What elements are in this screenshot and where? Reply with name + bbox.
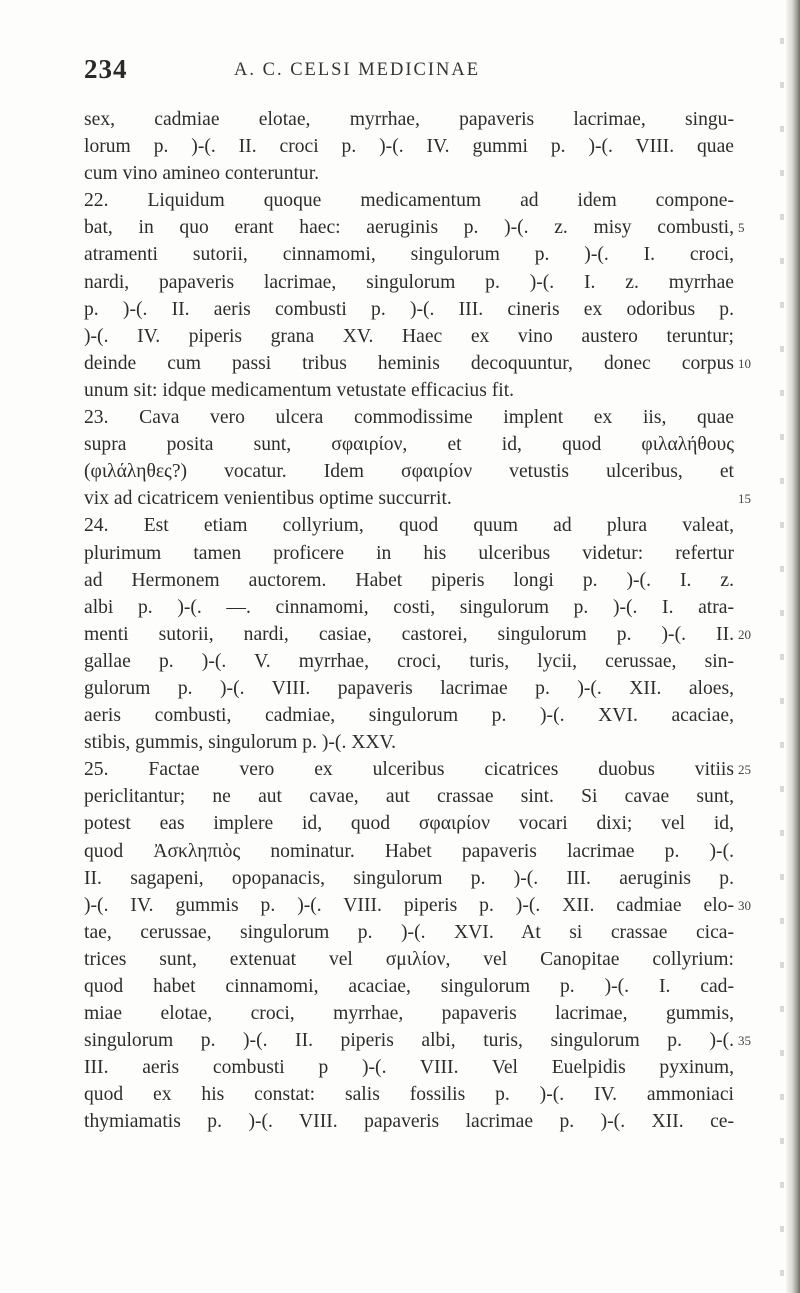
text-line: miae elotae, croci, myrrhae, papaveris lacrimae, gummis, — [84, 1003, 734, 1025]
margin-line-number: 15 — [738, 491, 751, 507]
page-number: 234 — [84, 54, 128, 84]
text-line: (φιλάληθες?) vocatur. Idem σφαιρίον vetustis ulceribus, et — [84, 461, 734, 483]
text-line: tae, cerussae, singulorum p. )-(. XVI. At si crassae cica- — [84, 921, 734, 943]
page-edge-marks — [780, 0, 784, 1293]
text-line: p. )-(. II. aeris combusti p. )-(. III. cineris ex odoribus p. — [84, 298, 734, 320]
text-line: cum vino amineo conteruntur. — [84, 163, 320, 185]
text-line: bat, in quo erant haec: aeruginis p. )-(. z. misy combusti, — [84, 217, 734, 239]
margin-line-number: 10 — [738, 355, 751, 371]
text-line: trices sunt, extenuat vel σμιλίον, vel Canopitae collyrium: — [84, 948, 734, 970]
text-line: III. aeris combusti p )-(. VIII. Vel Euelpidis pyxinum, — [84, 1057, 734, 1079]
running-head: A. C. CELSI MEDICINAE — [234, 60, 481, 80]
page-header — [84, 54, 764, 94]
text-line: nardi, papaveris lacrimae, singulorum p. )-(. I. z. myrrhae — [84, 271, 734, 293]
margin-line-number: 5 — [738, 220, 745, 236]
text-line: aeris combusti, cadmiae, singulorum p. )-(. XVI. acaciae, — [84, 705, 734, 727]
text-line: thymiamatis p. )-(. VIII. papaveris lacrimae p. )-(. XII. ce- — [84, 1111, 734, 1133]
text-line: singulorum p. )-(. II. piperis albi, turis, singulorum p. )-(. — [84, 1030, 734, 1052]
margin-line-number: 20 — [738, 626, 751, 642]
margin-line-number: 30 — [738, 897, 751, 913]
text-line: )-(. IV. gummis p. )-(. VIII. piperis p. )-(. XII. cadmiae elo- — [84, 894, 734, 916]
text-line: atramenti sutorii, cinnamomi, singulorum p. )-(. I. croci, — [84, 244, 734, 266]
text-line: quod Ἀσκληπιὸς nominatur. Habet papaveris lacrimae p. )-(. — [84, 840, 734, 862]
text-line: unum sit: idque medicamentum vetustate efficacius fit. — [84, 379, 515, 401]
text-line: gallae p. )-(. V. myrrhae, croci, turis, lycii, cerussae, sin- — [84, 650, 734, 672]
text-line: ad Hermonem auctorem. Habet piperis longi p. )-(. I. z. — [84, 569, 734, 591]
page-edge-shadow — [786, 0, 800, 1293]
text-line: 24. Est etiam collyrium, quod quum ad plura valeat, — [84, 515, 734, 537]
text-line: quod habet cinnamomi, acaciae, singulorum p. )-(. I. cad- — [84, 976, 734, 997]
text-line: sex, cadmiae elotae, myrrhae, papaveris lacrimae, singu- — [84, 109, 734, 130]
text-line: 22. Liquidum quoque medicamentum ad idem compone- — [84, 190, 734, 212]
text-line: deinde cum passi tribus heminis decoquuntur, donec corpus — [84, 352, 734, 374]
text-line: gulorum p. )-(. VIII. papaveris lacrimae p. )-(. XII. aloes, — [84, 677, 734, 699]
text-line: menti sutorii, nardi, casiae, castorei, singulorum p. )-(. II. — [84, 623, 734, 645]
text-line: albi p. )-(. —. cinnamomi, costi, singulorum p. )-(. I. atra- — [84, 596, 734, 618]
margin-line-number: 35 — [738, 1033, 751, 1049]
text-line: lorum p. )-(. II. croci p. )-(. IV. gummi p. )-(. VIII. quae — [84, 136, 734, 158]
text-line: quod ex his constat: salis fossilis p. )-(. IV. ammoniaci — [84, 1084, 734, 1106]
text-line: II. sagapeni, opopanacis, singulorum p. )-(. III. aeruginis p. — [84, 867, 734, 889]
text-line: 25. Factae vero ex ulceribus cicatrices duobus vitiis — [84, 759, 734, 781]
text-line: 23. Cava vero ulcera commodissime implent ex iis, quae — [84, 407, 734, 429]
text-line: potest eas implere id, quod σφαιρίον vocari dixi; vel id, — [84, 813, 734, 835]
text-line: )-(. IV. piperis grana XV. Haec ex vino austero teruntur; — [84, 325, 734, 347]
text-line: stibis, gummis, singulorum p. )-(. XXV. — [84, 732, 397, 754]
body-text — [84, 106, 734, 1136]
text-line: vix ad cicatricem venientibus optime succurrit. — [84, 488, 452, 510]
margin-line-number: 25 — [738, 762, 751, 778]
text-line: supra posita sunt, σφαιρίον, et id, quod φιλαλήθους — [84, 434, 734, 456]
text-line: plurimum tamen proficere in his ulceribus videtur: refertur — [84, 542, 734, 564]
text-line: periclitantur; ne aut cavae, aut crassae sint. Si cavae sunt, — [84, 786, 734, 808]
